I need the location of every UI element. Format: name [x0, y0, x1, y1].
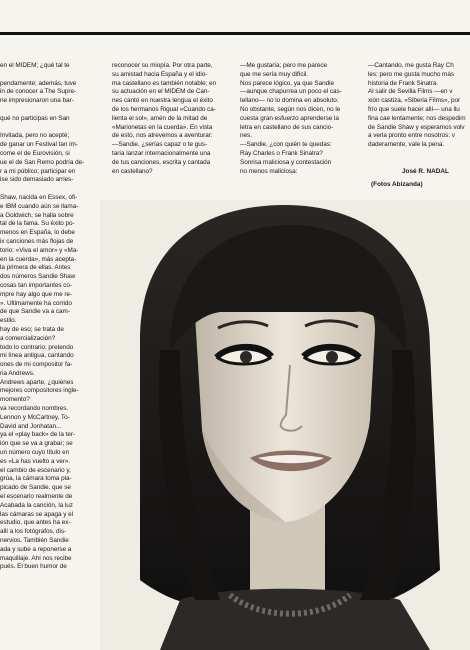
text-line: ria Andrews. — [0, 369, 35, 377]
article-column-3 — [240, 62, 358, 222]
text-line: ne impresionaron una bar- — [0, 97, 74, 105]
text-line — [0, 106, 103, 115]
text-line: Lennon y McCartney, To- — [0, 413, 70, 421]
text-line: xión castiza, «Siberia Films», por — [368, 97, 461, 105]
text-line: —Cantando, me gusta Ray Ch — [368, 62, 454, 69]
text-line: el escenario realmente de — [0, 493, 73, 501]
text-line: grúa, la cámara toma pla- — [0, 475, 72, 483]
text-line: allí a los fotógrafos, dis- — [0, 528, 67, 536]
article-column-4 — [368, 62, 470, 174]
text-line — [0, 124, 103, 133]
text-line: de tus canciones, escrita y cantada — [112, 158, 211, 166]
text-line: come el de Eurovisión, si — [0, 149, 70, 157]
text-line: Nos parece lógico, ya que Sandie — [240, 79, 334, 87]
text-line: ión que se va a grabar; se — [0, 440, 73, 448]
text-line: Shaw, nacida en Essex, ofi- — [0, 193, 78, 201]
text-line: a verla pronto entre nosotros: v — [368, 132, 455, 140]
text-line: ones de mi compositor fa- — [0, 361, 73, 369]
text-line: cosas tan importantes co- — [0, 281, 72, 289]
text-line: —Sandie, ¿serías capaz o te gus- — [112, 141, 208, 149]
text-line: tal de la fama. Su éxito po- — [0, 220, 75, 228]
text-line: todo lo contrario; pretendo — [0, 343, 74, 351]
text-line: e IBM cuando aún se llama- — [0, 202, 79, 210]
photo-credit: (Fotos Abizanda) — [371, 181, 423, 188]
text-line: «Marionetas en la cuerda». En vista — [112, 123, 213, 131]
text-line: en la cuerda», más acepta- — [0, 255, 77, 263]
text-line: ada y sube a reponerse a — [0, 545, 72, 553]
text-line: Sonrisa maliciosa y contestación — [240, 158, 332, 166]
text-line: les; pero me gusta mucho más — [368, 70, 454, 78]
text-line: el cambio de escenario y, — [0, 466, 71, 474]
text-line: r a mi público; participar en — [0, 167, 76, 175]
text-line: dos números Sandie Shaw — [0, 273, 76, 281]
text-line: fina cae lentamente; nos despedim — [368, 114, 466, 122]
text-line: su actuación en el MIDEM de Can- — [112, 88, 210, 96]
text-line: No obstante, según nos dicen, no le — [240, 105, 341, 113]
text-line — [0, 185, 103, 194]
text-line: cuesta gran esfuerzo aprenderse la — [240, 114, 339, 122]
text-line: daderamente, vale la pena. — [368, 141, 445, 149]
text-line: —Sandie, ¿con quién te quedas: — [240, 141, 332, 149]
text-line: estudio, que antes ha ex- — [0, 519, 71, 527]
text-line: nes cantó en nuestra lengua el éxito — [112, 97, 213, 105]
text-line: en el MIDEM; ¿qué tal te — [0, 62, 70, 69]
text-line: Al salir de Sevilla Films —en v — [368, 88, 453, 96]
text-line: Ray Charles o Frank Sinatra? — [240, 149, 323, 157]
top-rule — [0, 32, 470, 35]
text-line: la primera de ellas. Antes — [0, 264, 71, 272]
text-line: David and Jonhatan... — [0, 422, 62, 430]
text-line: hay de eso; se trata de — [0, 325, 64, 333]
text-line: mpre hay algo que me re- — [0, 290, 72, 298]
text-line — [0, 71, 103, 80]
text-line: ise sido demasiado arries- — [0, 176, 74, 184]
text-line: estilo. — [0, 317, 17, 325]
text-line: picado de Sandie, que se — [0, 484, 71, 492]
text-line: historia de Frank Sinatra. — [368, 79, 439, 87]
text-line: mejores compositores ingle- — [0, 387, 79, 395]
text-line: de esto, nos atrevemos a aventurar: — [112, 132, 213, 140]
portrait-photo — [100, 200, 470, 650]
text-line: de Sandie Shaw y esperamos volv — [368, 123, 465, 131]
text-line: ». Ultimamente ha corrido — [0, 299, 72, 307]
text-line: en castellano? — [112, 167, 153, 175]
text-line: pués. El buen humor de — [0, 563, 67, 571]
text-line: in de conocer a The Supre- — [0, 88, 77, 96]
text-line: Invitada, pero no acepté; — [0, 132, 70, 140]
left-eye — [216, 346, 272, 364]
text-line: maquillaje. Ahí nos recibe — [0, 554, 72, 562]
text-line: Acabada la canción, la luz — [0, 501, 73, 509]
article-column-2 — [112, 62, 230, 222]
text-line: taría lanzar internacionalmente una — [112, 149, 211, 157]
text-line: es «La has vuelto a ver». — [0, 457, 71, 465]
text-line: nes. — [240, 132, 252, 140]
article-column-1 — [0, 62, 103, 647]
text-line: tellano— no lo domina en absoluto. — [240, 97, 339, 105]
text-line: un número cuyo título en — [0, 449, 70, 457]
text-line: nervios. También Sandie — [0, 537, 69, 545]
text-line: lienta el sol», amén de la mitad de — [112, 114, 208, 122]
text-line: torio: «Viva el amor» y «Ma- — [0, 246, 79, 254]
text-line: ue el de San Remo podría de- — [0, 158, 85, 166]
text-line: frío que suele hacer allí— una llu — [368, 105, 460, 113]
text-line: va recordando nombres. — [0, 405, 69, 413]
text-line: —Me gustaría; pero me parece — [240, 62, 328, 69]
text-line: ya el «play back» de la ter- — [0, 431, 75, 439]
text-line: —aunque chapurrea un poco el cas- — [240, 88, 342, 96]
text-line: menos en España, lo debe — [0, 229, 75, 237]
text-line: a Goldwich, se halla sobre — [0, 211, 74, 219]
text-line: de que Sandie va a cam- — [0, 308, 70, 316]
text-line: ix canciones más flojas de — [0, 237, 74, 245]
text-line: momento? — [0, 396, 30, 404]
author-byline: José R. NADAL — [402, 168, 449, 175]
text-line: de los hermanos Rigual «Cuando ca- — [112, 105, 216, 113]
right-eye — [303, 346, 360, 364]
text-line: reconocer su miopía. Por otra parte, — [112, 62, 213, 69]
text-line: qué no participas en San — [0, 114, 70, 122]
text-line: que me sería muy difícil. — [240, 70, 309, 78]
text-line: letra en castellano de sus cancio- — [240, 123, 334, 131]
text-line: a comercialización? — [0, 334, 56, 342]
text-line: las cámaras se apaga y el — [0, 510, 73, 518]
text-line: ma castellano es también notable; en — [112, 79, 217, 87]
text-line: mi línea antigua, cantando — [0, 352, 74, 360]
text-line: su amistad hacia España y el idio- — [112, 70, 208, 78]
text-line: pendamente; además, tuve — [0, 79, 77, 87]
text-line: no menos maliciosa: — [240, 167, 298, 175]
text-line: de ganar un Festival tan im- — [0, 141, 78, 149]
text-line: Andrews aparte, ¿quiénes — [0, 378, 74, 386]
